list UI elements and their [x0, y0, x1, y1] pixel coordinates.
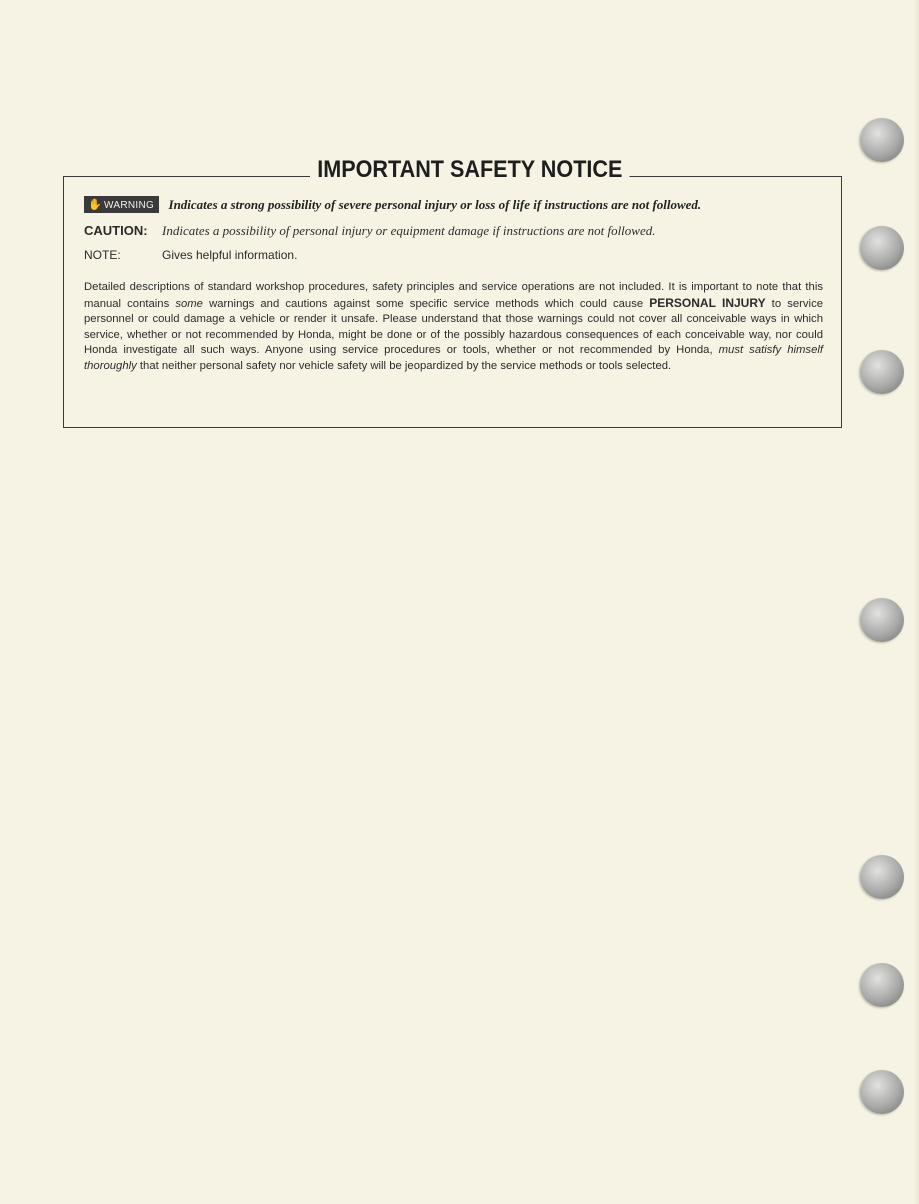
paragraph-emphasis: must satisfy himself thoroughly: [84, 344, 824, 372]
binder-hole-icon: [860, 350, 904, 394]
paragraph-text: to service personnel or could damage a vehicle or render it unsafe. Please understand that those warnings could not cover all conceivable ways in which service, whether or not recommended by Honda, might be done or of the possibly hazardous consequences of each conceivable way, nor could Honda investigate all such ways. Anyone using service procedures or tools, whether or not recommended by Honda,: [84, 297, 823, 357]
warning-badge-label: WARNING: [104, 200, 155, 212]
binder-hole-icon: [860, 963, 904, 1007]
paragraph-strong: PERSONAL INJURY: [649, 295, 766, 310]
paragraph-text: that neither personal safety nor vehicle safety will be jeopardized by the service methods or tools selected.: [136, 359, 672, 372]
paragraph-text: Detailed descriptions of standard workshop procedures, safety principles and service operations are not included. It is important to note that this manual contains: [84, 281, 823, 310]
warning-badge: [84, 196, 159, 213]
binder-hole-icon: [860, 226, 904, 270]
paragraph-text: warnings and cautions against some specific service methods which could cause: [202, 297, 650, 310]
caution-term: CAUTION:: [84, 223, 148, 238]
page-edge: [913, 0, 919, 1204]
notice-title: IMPORTANT SAFETY NOTICE: [310, 156, 630, 184]
note-row: [84, 246, 297, 264]
paragraph-emphasis: some: [175, 297, 203, 310]
binder-hole-icon: [860, 118, 904, 162]
binder-hole-icon: [860, 855, 904, 899]
binder-hole-icon: [860, 598, 904, 642]
caution-row: [84, 222, 656, 240]
note-term: NOTE:: [84, 248, 121, 262]
binder-hole-icon: [860, 1070, 904, 1114]
notice-paragraph: [84, 280, 823, 375]
warning-hand-icon: ✋: [88, 199, 102, 212]
note-definition: Gives helpful information.: [162, 248, 298, 262]
warning-row: [84, 196, 701, 214]
caution-definition: Indicates a possibility of personal injury or equipment damage if instructions are not followed.: [162, 223, 656, 238]
warning-definition: Indicates a strong possibility of severe personal injury or loss of life if instructions are not followed.: [168, 197, 702, 212]
